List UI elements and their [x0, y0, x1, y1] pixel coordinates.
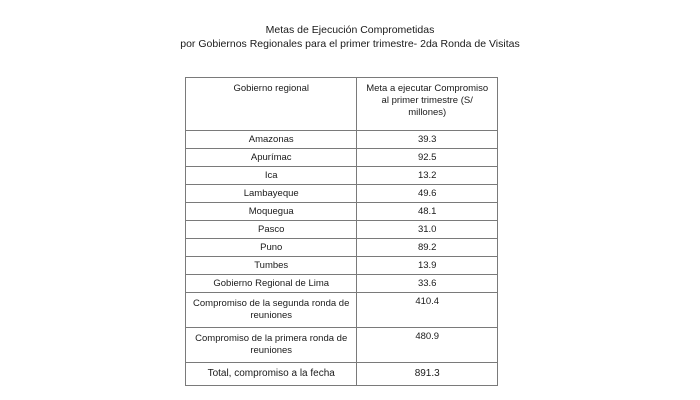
summary-row-first-round [186, 328, 498, 363]
table-row [186, 149, 498, 167]
table-row [186, 167, 498, 185]
table-row [186, 275, 498, 293]
summary-row-second-round [186, 293, 498, 328]
value-cell: 89.2 [357, 239, 498, 257]
region-cell: Pasco [186, 221, 357, 239]
title-line-1: Metas de Ejecución Comprometidas [265, 24, 435, 36]
region-cell: Moquegua [186, 203, 357, 221]
summary-label-cell: Compromiso de la segunda ronda de reuniones [186, 293, 357, 328]
table-row [186, 239, 498, 257]
summary-value-cell: 410.4 [357, 293, 498, 328]
total-row [186, 363, 498, 386]
value-cell: 92.5 [357, 149, 498, 167]
summary-value-cell: 480.9 [357, 328, 498, 363]
total-label-cell: Total, compromiso a la fecha [186, 363, 357, 386]
table-header-row [186, 78, 498, 131]
document-title [0, 23, 700, 51]
table-row [186, 221, 498, 239]
region-cell: Lambayeque [186, 185, 357, 203]
header-region: Gobierno regional [186, 78, 357, 131]
value-cell: 33.6 [357, 275, 498, 293]
value-cell: 39.3 [357, 131, 498, 149]
summary-label-cell: Compromiso de la primera ronda de reuniones [186, 328, 357, 363]
header-goal: Meta a ejecutar Compromiso al primer trimestre (S/ millones) [357, 78, 498, 131]
value-cell: 48.1 [357, 203, 498, 221]
region-cell: Ica [186, 167, 357, 185]
table-row [186, 257, 498, 275]
region-cell: Apurímac [186, 149, 357, 167]
total-value-cell: 891.3 [357, 363, 498, 386]
table-row [186, 203, 498, 221]
table-row [186, 131, 498, 149]
region-cell: Gobierno Regional de Lima [186, 275, 357, 293]
value-cell: 13.9 [357, 257, 498, 275]
region-cell: Amazonas [186, 131, 357, 149]
value-cell: 49.6 [357, 185, 498, 203]
region-cell: Puno [186, 239, 357, 257]
region-cell: Tumbes [186, 257, 357, 275]
title-line-2: por Gobiernos Regionales para el primer trimestre- 2da Ronda de Visitas [180, 38, 520, 50]
value-cell: 31.0 [357, 221, 498, 239]
table-row [186, 185, 498, 203]
value-cell: 13.2 [357, 167, 498, 185]
commitments-table [185, 77, 498, 386]
